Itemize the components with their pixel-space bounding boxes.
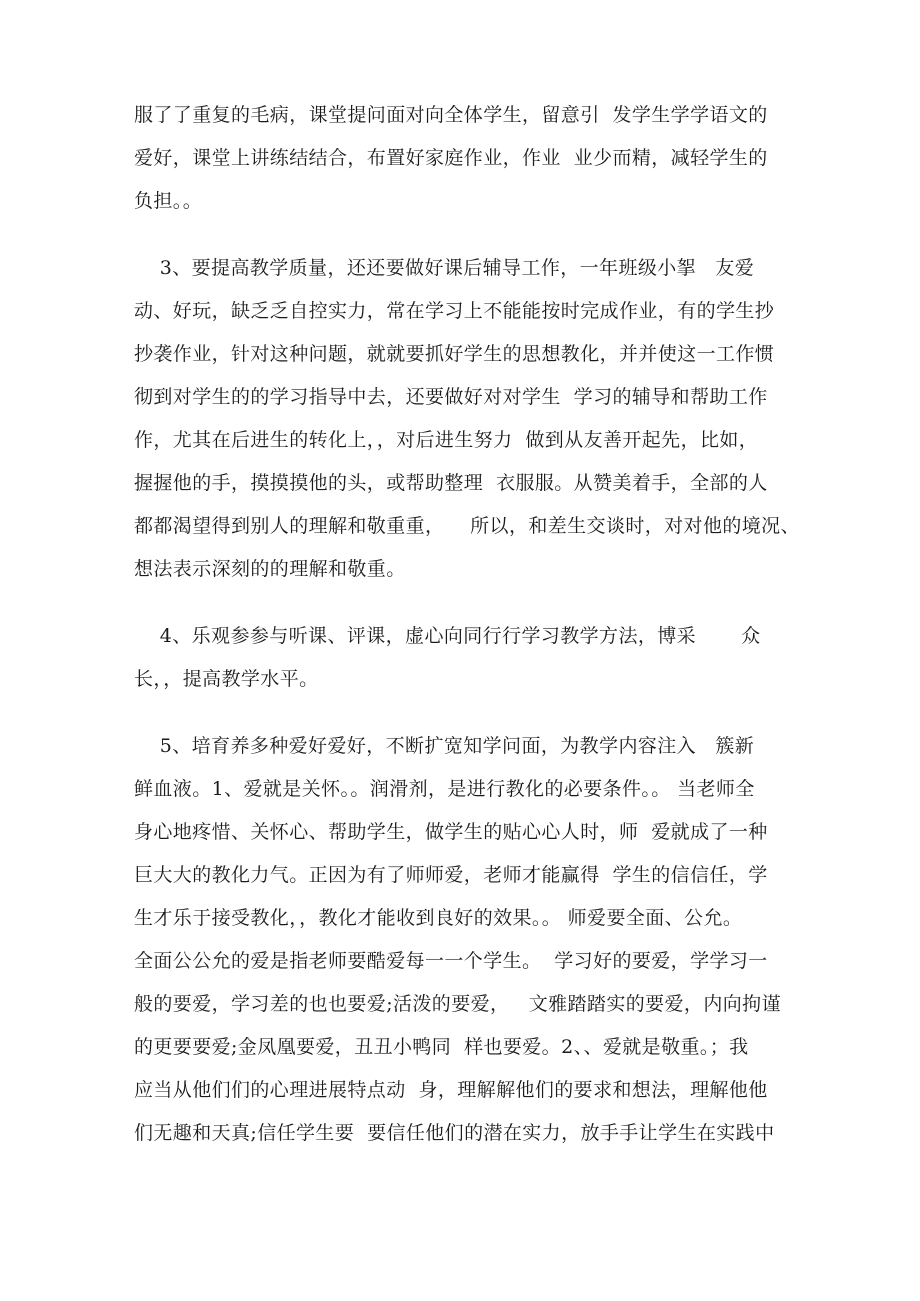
text-line: 般的要爱，学习差的也也要爱;活泼的要爱， 文雅踏踏实的要爱，内向拘谨 <box>134 993 781 1015</box>
text-line: 们无趣和天真;信任学生要 要信任他们的潜在实力，放手手让学生在实践中 <box>134 1122 775 1144</box>
text-line: 握握他的手，摸摸摸他的头，或帮助整理 衣服服。从赞美着手，全部的人 <box>134 472 768 494</box>
text-line: 鲜血液。1、爱就是关怀。。润滑剂，是进行教化的必要条件。。 当老师全 <box>134 778 755 800</box>
text-line: 动、好玩，缺乏乏自控实力，常在学习上不能能按时完成作业，有的学生抄 <box>134 300 775 322</box>
text-line: 生才乐于接受教化，，教化才能收到良好的效果。。 师爱要全面、公允。 <box>134 907 743 929</box>
text-line: 长，，提高教学水平。 <box>134 668 319 690</box>
text-line: 的更要要爱;金凤凰要爱，丑丑小鸭同 样也要爱。2、、爱就是敬重。；我 <box>134 1036 749 1058</box>
text-line: 4、乐观参参与听课、评课，虚心向同行行学习教学方法，博采 众 <box>134 625 761 647</box>
text-line: 5、培育养多种爱好爱好，不断扩宽知学问面，为教学内容注入 簇新 <box>134 735 755 757</box>
text-line: 爱好，课堂上讲练结结合，布置好家庭作业，作业 业少而精，减轻学生的 <box>134 147 768 169</box>
text-line: 彻到对学生的的学习指导中去，还要做好对对学生 学习的辅导和帮助工作 <box>134 386 768 408</box>
text-line: 想法表示深刻的的理解和敬重。 <box>134 558 406 580</box>
text-line: 都都渴望得到别人的理解和敬重重， 所以，和差生交谈时，对对他的境况、 <box>134 515 800 537</box>
text-line: 全面公公允的爱是指老师要酷爱每一一个学生。 学习好的要爱，学学习一 <box>134 950 768 972</box>
text-line: 3、要提高教学质量，还还要做好课后辅导工作，一年班级小挐 友爱 <box>134 257 755 279</box>
text-line: 身心地疼惜、关怀心、帮助学生，做学生的贴心心人时，师 爱就成了一种 <box>134 821 768 843</box>
text-line: 抄袭作业，针对这种问题，就就要抓好学生的思想教化，并并使这一工作惯 <box>134 343 775 365</box>
text-line: 应当从他们们的心理进展特点动 身，理解解他们的要求和想法，理解他他 <box>134 1079 768 1101</box>
text-line: 作，尤其在后进生的转化上，，对后进生努力 做到从友善开起先，比如， <box>134 429 759 451</box>
text-line: 巨大大的教化力气。正因为有了师师爱，老师才能赢得 学生的信信任，学 <box>134 864 768 886</box>
text-line: 服了了重复的毛病，课堂提问面对向全体学生，留意引 发学生学学语文的 <box>134 104 768 126</box>
text-line: 负担。。 <box>134 190 203 212</box>
